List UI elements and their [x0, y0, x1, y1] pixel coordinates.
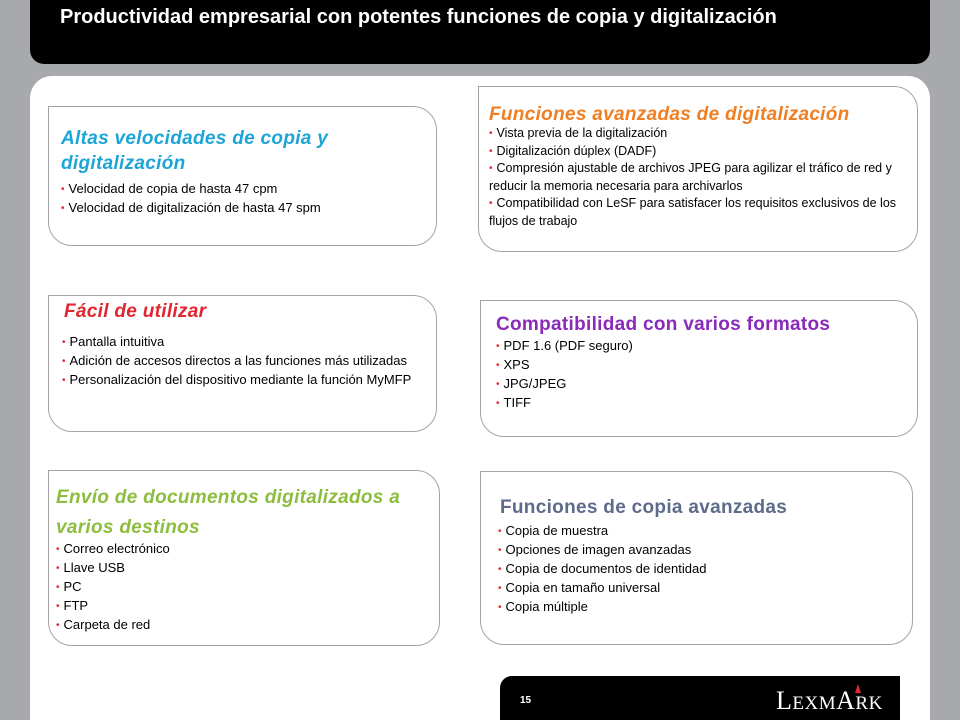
bullet-icon: •: [56, 620, 60, 631]
logo-diamond-icon: [855, 684, 861, 693]
slide-title: Productividad empresarial con potentes funciones de copia y digitalización: [60, 6, 777, 28]
bullet-icon: •: [496, 360, 500, 371]
list-item: • Copia de muestra: [498, 523, 609, 538]
list-item: • XPS: [496, 357, 530, 372]
bullet-icon: •: [498, 583, 502, 594]
title-bar: [30, 0, 930, 64]
bullet-icon: •: [62, 375, 66, 386]
page-number: 15: [520, 695, 532, 706]
list-item: • Digitalización dúplex (DADF): [489, 143, 657, 158]
list-item: • Pantalla intuitiva: [62, 334, 165, 349]
bullet-icon: •: [62, 337, 66, 348]
bullet-icon: •: [489, 145, 493, 157]
bullet-icon: •: [498, 526, 502, 537]
list-item: • JPG/JPEG: [496, 376, 567, 391]
list-item: • Copia múltiple: [498, 599, 588, 614]
bullet-icon: •: [62, 356, 66, 367]
card-speed-list: [61, 180, 426, 218]
list-item: • Carpeta de red: [56, 617, 151, 632]
card-formats-heading: Compatibilidad con varios formatos: [496, 314, 831, 335]
bullet-icon: •: [489, 128, 493, 139]
list-item: • Compatibilidad con LeSF para satisfacer los requisitos exclusivos de los flujos de trabajo: [489, 196, 897, 228]
list-item: • Llave USB: [56, 560, 125, 575]
list-item: • Adición de accesos directos a las funciones más utilizadas: [62, 353, 407, 368]
list-item: • Vista previa de la digitalización: [489, 126, 668, 140]
bullet-icon: •: [498, 564, 502, 575]
list-item: • Correo electrónico: [56, 541, 170, 556]
footer-bar: [500, 676, 900, 720]
card-send-list: [56, 540, 426, 635]
list-item: • Velocidad de copia de hasta 47 cpm: [61, 181, 278, 196]
bullet-icon: •: [61, 184, 65, 195]
card-send-heading: Envío de documentos digitalizados a varios destinos: [56, 487, 401, 538]
bullet-icon: •: [489, 163, 493, 174]
lexmark-logo: LEXMARK: [776, 686, 883, 715]
card-copy-list: [498, 522, 898, 617]
card-speed-heading: Altas velocidades de copia y digitalización: [61, 128, 329, 174]
list-item: • TIFF: [496, 395, 531, 410]
list-item: • Opciones de imagen avanzadas: [498, 542, 692, 557]
list-item: • Copia de documentos de identidad: [498, 561, 707, 576]
card-copy-heading: Funciones de copia avanzadas: [500, 497, 788, 518]
bullet-icon: •: [56, 563, 60, 574]
bullet-icon: •: [496, 398, 500, 409]
list-item: • Copia en tamaño universal: [498, 580, 661, 595]
card-easy-heading: Fácil de utilizar: [64, 301, 207, 322]
card-scan-heading: Funciones avanzadas de digitalización: [489, 104, 850, 125]
card-formats-list: [496, 337, 896, 413]
bullet-icon: •: [496, 341, 500, 352]
list-item: • Personalización del dispositivo mediante la función MyMFP: [62, 372, 412, 387]
bullet-icon: •: [61, 203, 65, 214]
bullet-icon: •: [56, 544, 60, 555]
list-item: • PDF 1.6 (PDF seguro): [496, 338, 633, 353]
card-scan-list: [489, 125, 913, 230]
list-item: • FTP: [56, 598, 89, 613]
card-easy-list: [62, 333, 414, 390]
bullet-icon: •: [498, 545, 502, 556]
bullet-icon: •: [489, 198, 493, 209]
bullet-icon: •: [496, 379, 500, 390]
bullet-icon: •: [498, 602, 502, 613]
bullet-icon: •: [56, 601, 60, 612]
list-item: • PC: [56, 579, 82, 594]
list-item: • Velocidad de digitalización de hasta 47 spm: [61, 200, 321, 215]
list-item: • Compresión ajustable de archivos JPEG para agilizar el tráfico de red y reducir la memoria necesaria para archivarlos: [489, 161, 892, 193]
bullet-icon: •: [56, 582, 60, 593]
